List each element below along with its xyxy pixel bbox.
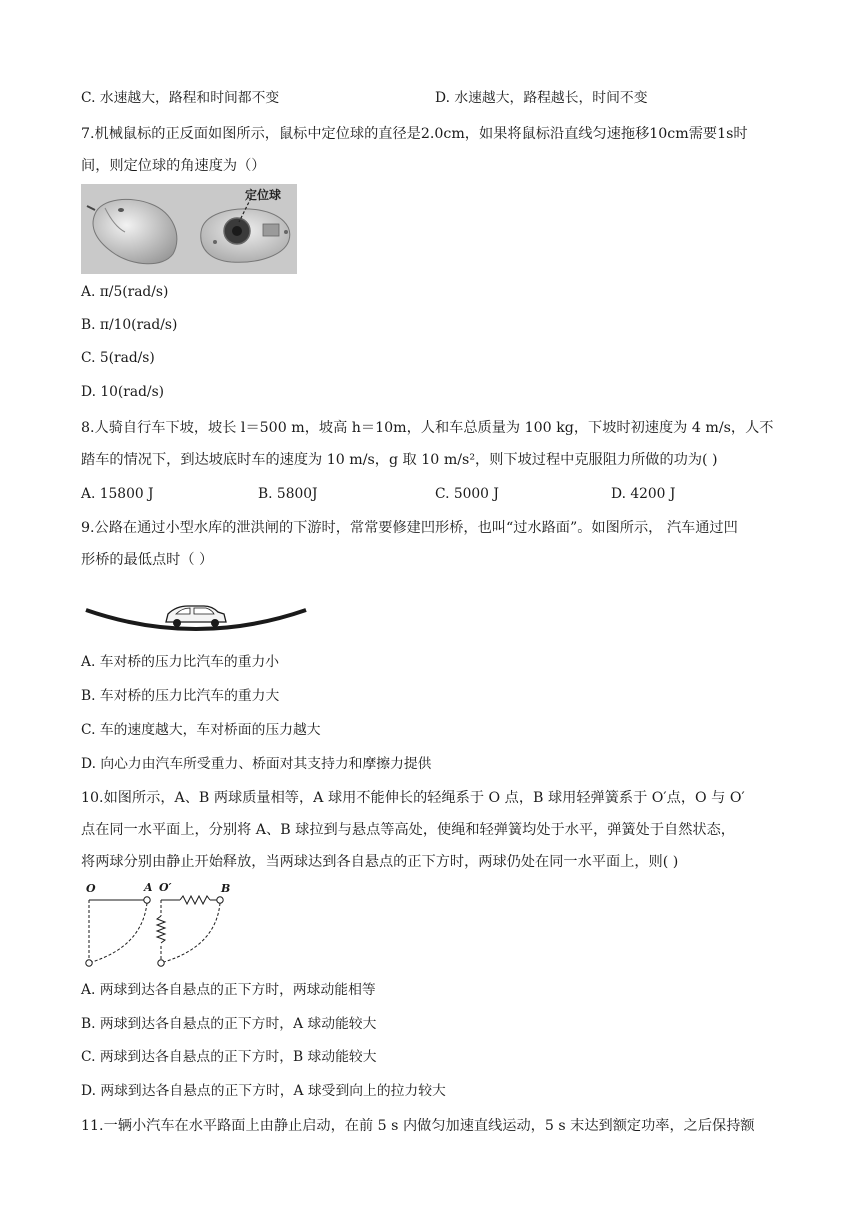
label-o: O [86, 882, 96, 895]
q10-option-d: D. 两球到达各自悬点的正下方时，A 球受到向上的拉力较大 [81, 1083, 446, 1099]
mouse-figure [81, 184, 297, 274]
q6-option-c: C. 水速越大，路程和时间都不变 [81, 90, 280, 106]
ball-b-trajectory [164, 903, 220, 962]
label-o-prime: O′ [159, 881, 172, 894]
concave-bridge-figure [84, 600, 308, 640]
q9-option-c: C. 车的速度越大，车对桥面的压力越大 [81, 722, 321, 738]
pendulum-spring-figure [80, 880, 240, 972]
q7-option-d: D. 10(rad/s) [81, 384, 165, 400]
ball-b [217, 897, 223, 903]
q9-stem-line1: 9.公路在通过小型水库的泄洪闸的下游时，常常要修建凹形桥，也叫“过水路面”。如图所示， 汽车通过凹 [81, 520, 738, 536]
q9-option-d: D. 向心力由汽车所受重力、桥面对其支持力和摩擦力提供 [81, 756, 432, 772]
q11-stem-line1: 11.一辆小汽车在水平路面上由静止启动，在前 5 s 内做匀加速直线运动，5 s 末达到额定功率，之后保持额 [81, 1118, 755, 1134]
ball-a-bottom [86, 960, 92, 966]
car-icon [166, 606, 226, 627]
q9-option-b: B. 车对桥的压力比汽车的重力大 [81, 688, 280, 704]
q10-option-b: B. 两球到达各自悬点的正下方时，A 球动能较大 [81, 1016, 377, 1032]
q8-option-c: C. 5000 J [435, 486, 499, 502]
q9-stem-line2: 形桥的最低点时（ ） [81, 552, 214, 568]
q6-option-d: D. 水速越大，路程越长，时间不变 [435, 90, 648, 106]
label-b: B [221, 882, 231, 895]
q10-stem-line2: 点在同一水平面上，分别将 A、B 球拉到与悬点等高处，使绳和轻弹簧均处于水平，弹簧处于自然状态， [81, 822, 735, 838]
q8-option-a: A. 15800 J [81, 486, 154, 502]
ball-b-bottom [158, 960, 164, 966]
q10-option-a: A. 两球到达各自悬点的正下方时，两球动能相等 [81, 982, 376, 998]
label-a: A [144, 881, 153, 894]
positioning-ball-label: 定位球 [245, 188, 282, 202]
q9-option-a: A. 车对桥的压力比汽车的重力小 [81, 654, 280, 670]
q8-option-b: B. 5800J [258, 486, 318, 502]
q8-option-d: D. 4200 J [611, 486, 676, 502]
q8-stem-line1: 8.人骑自行车下坡，坡长 l＝500 m，坡高 h＝10m，人和车总质量为 100 kg，下坡时初速度为 4 m/s，人不 [81, 420, 774, 436]
spring-vertical [157, 916, 165, 943]
q7-option-a: A. π/5(rad/s) [81, 284, 169, 300]
q8-stem-line2: 踏车的情况下，到达坡底时车的速度为 10 m/s，g 取 10 m/s²，则下坡过程中克服阻力所做的功为( ) [81, 452, 718, 468]
q10-stem-line3: 将两球分别由静止开始释放，当两球达到各自悬点的正下方时，两球仍处在同一水平面上，则( ) [81, 854, 679, 870]
mouse-button-dot [118, 208, 124, 212]
q7-stem-line2: 间，则定位球的角速度为（） [81, 158, 266, 174]
q10-option-c: C. 两球到达各自悬点的正下方时，B 球动能较大 [81, 1049, 377, 1065]
q7-stem-line1: 7.机械鼠标的正反面如图所示，鼠标中定位球的直径是2.0cm，如果将鼠标沿直线匀速拖移10cm需要1s时 [81, 126, 748, 142]
q10-stem-line1: 10.如图所示，A、B 两球质量相等，A 球用不能伸长的轻绳系于 O 点，B 球用轻弹簧系于 O′点，O 与 O′ [81, 790, 745, 806]
q7-option-c: C. 5(rad/s) [81, 350, 155, 366]
q7-option-b: B. π/10(rad/s) [81, 317, 178, 333]
spring-horizontal [180, 896, 210, 904]
ball-a-trajectory [92, 903, 147, 962]
ball-a [144, 897, 150, 903]
